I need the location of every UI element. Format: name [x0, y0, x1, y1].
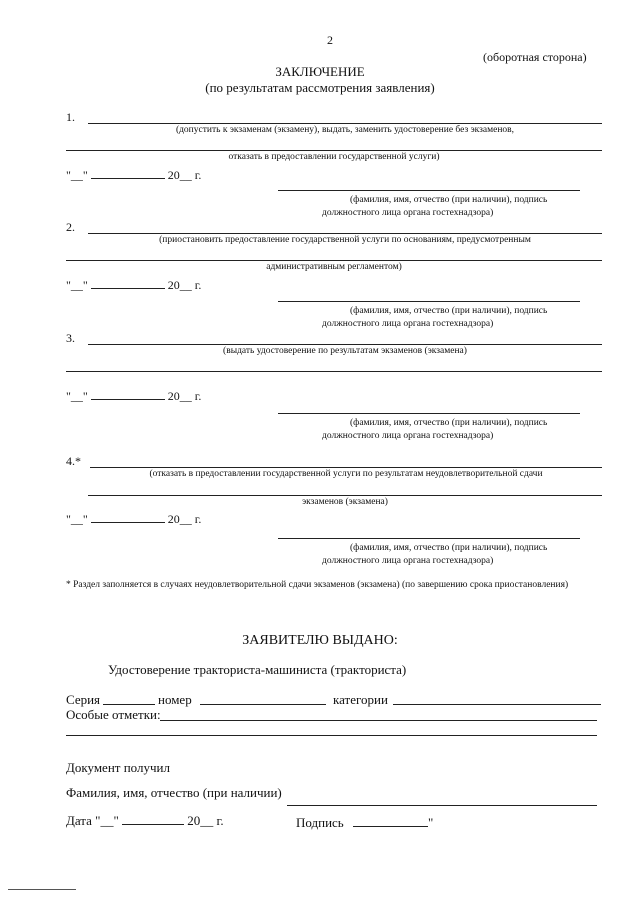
- official-caption-line2: должностного лица органа гостехнадзора): [322, 431, 494, 441]
- page-number: 2: [327, 33, 333, 47]
- signature-label: Подпись: [296, 815, 344, 830]
- fill-line[interactable]: [88, 233, 602, 234]
- field-caption: (выдать удостоверение по результатам экзаменов (экзамена): [223, 346, 467, 356]
- date-day: "__": [66, 278, 88, 292]
- number-field[interactable]: [200, 704, 326, 705]
- field-caption: (отказать в предоставлении государственной услуги по результатам неудовлетворительной сдачи: [149, 469, 543, 479]
- field-caption: (допустить к экзаменам (экзамену), выдать, заменить удостоверение без экзаменов,: [175, 125, 515, 135]
- fill-line[interactable]: [88, 344, 602, 345]
- received-date-year: 20__ г.: [187, 813, 224, 828]
- notes-label: Особые отметки:: [66, 707, 161, 722]
- signature-line[interactable]: [278, 413, 580, 414]
- received-fio-field[interactable]: [287, 805, 597, 806]
- page-subtitle: (по результатам рассмотрения заявления): [205, 80, 435, 95]
- notes-field-continuation[interactable]: [66, 735, 597, 736]
- date-field[interactable]: [66, 389, 201, 404]
- fill-line[interactable]: [88, 495, 602, 496]
- page-title: ЗАКЛЮЧЕНИЕ: [275, 64, 365, 79]
- date-month-line: [91, 512, 165, 523]
- date-month-line: [91, 278, 165, 289]
- date-field[interactable]: [66, 512, 201, 527]
- received-label: Документ получил: [66, 760, 170, 775]
- field-caption: отказать в предоставлении государственной услуги): [228, 152, 440, 162]
- date-month-line: [91, 168, 165, 179]
- signature-line[interactable]: [278, 538, 580, 539]
- notes-field[interactable]: [160, 720, 597, 721]
- section-number: 2.: [66, 220, 75, 234]
- footnote: * Раздел заполняется в случаях неудовлетворительной сдачи экзаменов (экзамена) (по завершению срока приостановления): [66, 580, 569, 590]
- field-caption: (приостановить предоставление государственной услуги по основаниям, предусмотренным: [159, 235, 531, 245]
- signature-line[interactable]: [278, 301, 580, 302]
- date-day: "__": [66, 512, 88, 526]
- fill-line[interactable]: [66, 260, 602, 261]
- official-caption-line1: (фамилия, имя, отчество (при наличии), подпись: [350, 543, 548, 553]
- date-day: "__": [66, 168, 88, 182]
- signature-field[interactable]: [296, 815, 433, 831]
- date-day: "__": [66, 389, 88, 403]
- date-field[interactable]: [66, 278, 201, 293]
- date-year: 20__ г.: [167, 278, 202, 292]
- section-number: 3.: [66, 331, 75, 345]
- category-field[interactable]: [393, 704, 601, 705]
- footnote-separator: [8, 889, 76, 890]
- side-label: (оборотная сторона): [483, 50, 587, 64]
- section-number: 4.*: [66, 454, 81, 468]
- number-label: номер: [158, 692, 192, 707]
- field-caption: административным регламентом): [266, 262, 402, 272]
- fill-line[interactable]: [88, 123, 602, 124]
- date-year: 20__ г.: [167, 389, 202, 403]
- issued-document: Удостоверение тракториста-машиниста (тракториста): [108, 662, 407, 677]
- fill-line[interactable]: [66, 150, 602, 151]
- series-field[interactable]: [103, 704, 155, 705]
- fill-line[interactable]: [90, 467, 602, 468]
- received-fio-label: Фамилия, имя, отчество (при наличии): [66, 785, 282, 800]
- official-caption-line1: (фамилия, имя, отчество (при наличии), подпись: [350, 195, 548, 205]
- official-caption-line2: должностного лица органа гостехнадзора): [322, 556, 494, 566]
- official-caption-line1: (фамилия, имя, отчество (при наличии), подпись: [350, 418, 548, 428]
- received-date-field[interactable]: [66, 813, 224, 829]
- issued-heading: ЗАЯВИТЕЛЮ ВЫДАНО:: [242, 633, 398, 648]
- series-label: Серия: [66, 692, 101, 707]
- date-year: 20__ г.: [167, 168, 202, 182]
- category-label: категории: [333, 692, 388, 707]
- date-year: 20__ г.: [167, 512, 202, 526]
- signature-quote: ": [428, 815, 434, 830]
- received-date-month-line: [122, 814, 184, 825]
- official-caption-line2: должностного лица органа гостехнадзора): [322, 319, 494, 329]
- date-field[interactable]: [66, 168, 201, 183]
- date-month-line: [91, 389, 165, 400]
- fill-line[interactable]: [66, 371, 602, 372]
- official-caption-line1: (фамилия, имя, отчество (при наличии), подпись: [350, 306, 548, 316]
- official-caption-line2: должностного лица органа гостехнадзора): [322, 208, 494, 218]
- received-date-day: Дата "__": [66, 813, 119, 828]
- section-number: 1.: [66, 110, 75, 124]
- signature-line: [353, 816, 428, 827]
- field-caption: экзаменов (экзамена): [302, 497, 388, 507]
- signature-line[interactable]: [278, 190, 580, 191]
